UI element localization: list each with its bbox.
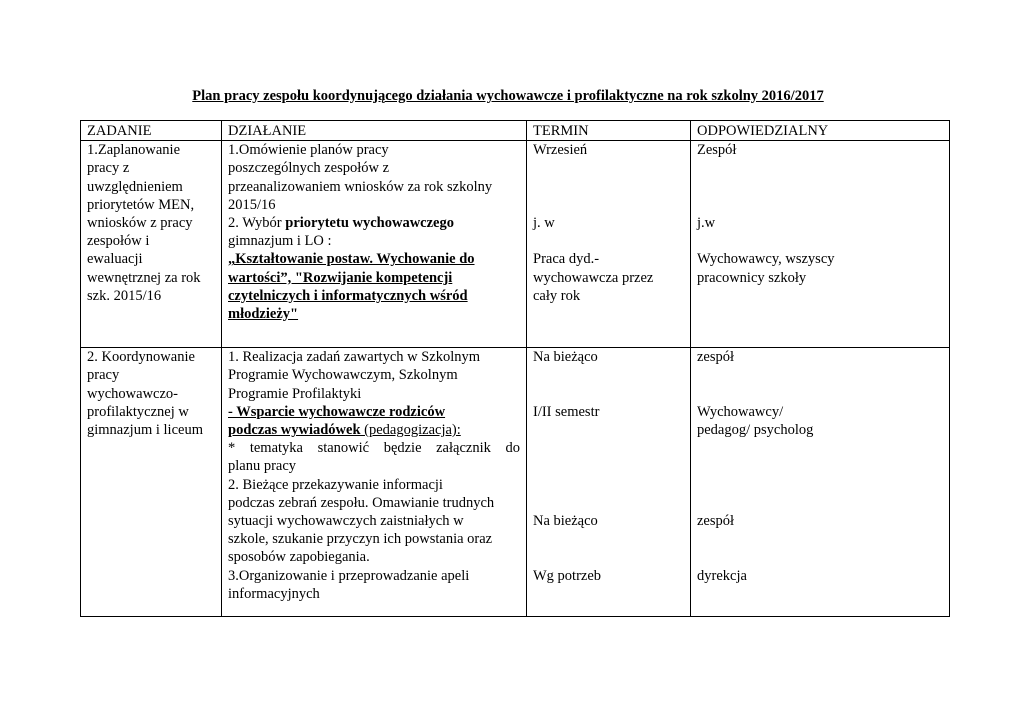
- text-line: [697, 476, 943, 494]
- text-line: [533, 366, 684, 384]
- text-line: Wg potrzeb: [533, 567, 602, 584]
- text-line: [533, 159, 684, 177]
- cell-termin: [527, 141, 691, 348]
- priority-text: wartości”, "Rozwijanie kompetencji: [228, 269, 453, 286]
- word: tematyka: [249, 440, 303, 457]
- text-line: Zespół: [697, 142, 737, 159]
- text-line: [533, 494, 684, 512]
- text-line: [533, 457, 684, 475]
- text-line: profilaktycznej w: [87, 403, 189, 420]
- text-line: [697, 457, 943, 475]
- text-line: [697, 548, 943, 566]
- header-odpowiedzialny: ODPOWIEDZIALNY: [691, 121, 950, 141]
- word: będzie: [383, 440, 422, 457]
- header-zadanie: ZADANIE: [81, 121, 222, 141]
- text-line: [533, 439, 684, 457]
- word: *: [228, 440, 236, 457]
- text-line: pedagog/ psycholog: [697, 421, 814, 438]
- text-line: podczas zebrań zespołu. Omawianie trudnych: [228, 494, 495, 511]
- text-line: Programie Profilaktyki: [228, 385, 362, 402]
- text-run: (pedagogizacja):: [360, 422, 461, 439]
- plan-table: [80, 120, 950, 617]
- text-line: [533, 421, 684, 439]
- text-line: wychowawcza przez: [533, 269, 654, 286]
- text-line: [697, 159, 943, 177]
- cell-odpowiedzialny: [691, 348, 950, 617]
- text-line: gimnazjum i LO :: [228, 233, 332, 250]
- text-line: zespół: [697, 512, 735, 529]
- cell-termin: [527, 348, 691, 617]
- text-line: [697, 366, 943, 384]
- text-line: Na bieżąco: [533, 349, 598, 366]
- text-line: 2015/16: [228, 196, 276, 213]
- justified-line: [228, 439, 520, 457]
- text-line: [697, 439, 943, 457]
- text-line: pracy z: [87, 160, 130, 177]
- text-line: [533, 196, 684, 214]
- text-line: [697, 530, 943, 548]
- text-run: 2. Wybór: [228, 215, 286, 232]
- text-line: 1.Zaplanowanie: [87, 142, 181, 159]
- text-line: j.w: [697, 214, 716, 231]
- text-line: [697, 178, 943, 196]
- cell-dzialanie: [222, 348, 527, 617]
- priority-emphasis: priorytetu wychowawczego: [285, 215, 454, 232]
- text-line: szk. 2015/16: [87, 287, 162, 304]
- text-line: [533, 476, 684, 494]
- text-line: Wrzesień: [533, 142, 588, 159]
- text-line: 2. Bieżące przekazywanie informacji: [228, 476, 443, 493]
- text-line: pracy: [87, 367, 120, 384]
- word: stanowić: [317, 440, 370, 457]
- cell-zadanie: [81, 141, 222, 348]
- text-line: 1.Omówienie planów pracy: [228, 142, 389, 159]
- table-row: [81, 348, 950, 617]
- text-line: I/II semestr: [533, 403, 600, 420]
- text-line: Praca dyd.-: [533, 251, 600, 268]
- text-line: ewaluacji: [87, 251, 143, 268]
- text-line: [228, 214, 520, 232]
- text-line: 3.Organizowanie i przeprowadzanie apeli: [228, 567, 470, 584]
- text-line: j. w: [533, 214, 555, 231]
- text-line: 2. Koordynowanie: [87, 349, 195, 366]
- text-line: dyrekcja: [697, 567, 747, 584]
- text-line: Na bieżąco: [533, 512, 598, 529]
- text-line: szkole, szukanie przyczyn ich powstania oraz: [228, 531, 493, 548]
- text-line: [533, 178, 684, 196]
- cell-odpowiedzialny: [691, 141, 950, 348]
- table-header-row: [81, 121, 950, 141]
- text-line: uwzględnieniem: [87, 178, 183, 195]
- text-line: planu pracy: [228, 458, 297, 475]
- text-line: [533, 548, 684, 566]
- text-line: [228, 421, 520, 439]
- word: załącznik: [436, 440, 491, 457]
- text-line: priorytetów MEN,: [87, 196, 195, 213]
- text-line: wniosków z pracy: [87, 215, 193, 232]
- text-line: przeanalizowaniem wniosków za rok szkolny: [228, 178, 493, 195]
- text-line: [697, 232, 943, 250]
- text-line: sposobów zapobiegania.: [228, 549, 370, 566]
- text-line: cały rok: [533, 287, 581, 304]
- text-line: wychowawczo-: [87, 385, 178, 402]
- document-title: Plan pracy zespołu koordynującego działania wychowawcze i profilaktyczne na rok szkolny 2016/2017: [192, 88, 824, 104]
- table-row: [81, 141, 950, 348]
- text-line: wewnętrznej za rok: [87, 269, 201, 286]
- priority-text: „Kształtowanie postaw. Wychowanie do: [228, 251, 475, 268]
- text-line: pracownicy szkoły: [697, 269, 807, 286]
- header-termin: TERMIN: [527, 121, 691, 141]
- text-line: sytuacji wychowawczych zaistniałych w: [228, 513, 464, 530]
- text-line: gimnazjum i liceum: [87, 422, 203, 439]
- cell-dzialanie: [222, 141, 527, 348]
- text-line: poszczególnych zespołów z: [228, 160, 390, 177]
- support-heading: - Wsparcie wychowawcze rodziców: [228, 403, 446, 420]
- text-line: [697, 494, 943, 512]
- text-line: [533, 530, 684, 548]
- text-line: zespołów i: [87, 233, 150, 250]
- cell-zadanie: [81, 348, 222, 617]
- text-line: Wychowawcy/: [697, 403, 784, 420]
- text-line: 1. Realizacja zadań zawartych w Szkolnym: [228, 349, 481, 366]
- text-line: [533, 232, 684, 250]
- priority-text: czytelniczych i informatycznych wśród: [228, 287, 468, 304]
- text-line: [533, 385, 684, 403]
- priority-text: młodzieży": [228, 306, 299, 323]
- text-line: Programie Wychowawczym, Szkolnym: [228, 367, 458, 384]
- text-line: zespół: [697, 349, 735, 366]
- text-line: [697, 196, 943, 214]
- support-heading: podczas wywiadówek: [228, 422, 361, 439]
- word: do: [505, 440, 520, 457]
- header-dzialanie: DZIAŁANIE: [222, 121, 527, 141]
- text-line: [697, 385, 943, 403]
- text-line: Wychowawcy, wszyscy: [697, 251, 835, 268]
- text-line: informacyjnych: [228, 585, 320, 602]
